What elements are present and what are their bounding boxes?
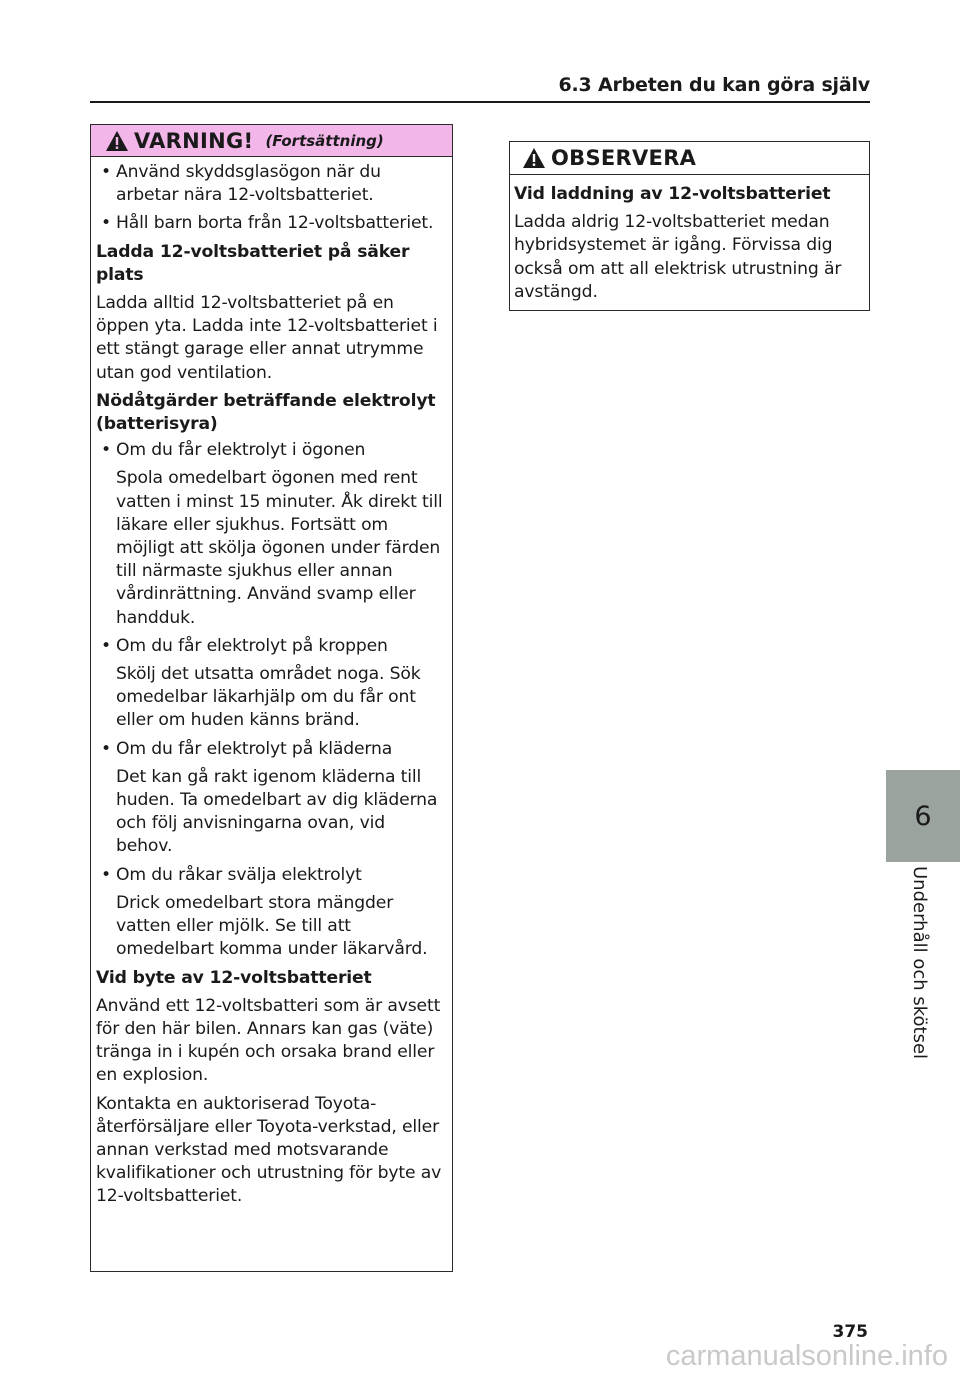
list-item: • Om du råkar svälja elektrolyt bbox=[101, 864, 362, 885]
page-number: 375 bbox=[832, 1322, 868, 1342]
caution-box bbox=[509, 141, 870, 311]
caution-heading: Vid laddning av 12-voltsbatteriet bbox=[514, 184, 831, 204]
list-item-text: Det kan gå rakt igenom kläderna till huden. Ta omedelbart av dig kläderna och följ anvisningarna ovan, vid behov. bbox=[116, 766, 438, 857]
list-item: • Använd skyddsglasögon när du arbetar nära 12-voltsbatteriet. bbox=[101, 162, 381, 206]
replace-text-2: Kontakta en auktoriserad Toyota-återförsäljare eller Toyota-verkstad, eller annan verkstad med motsvarande kvalifikationer och utrustning för byte av 12-voltsbatteriet. bbox=[96, 1093, 442, 1207]
watermark: carmanualsonline.info bbox=[665, 1340, 948, 1372]
replace-heading: Vid byte av 12-voltsbatteriet bbox=[96, 967, 372, 988]
list-item: • Om du får elektrolyt i ögonen bbox=[101, 440, 366, 461]
emergency-heading: Nödåtgärder beträffande elektrolyt (batterisyra) bbox=[96, 390, 436, 435]
warning-title: VARNING! bbox=[134, 128, 254, 153]
section-title: 6.3 Arbeten du kan göra själv bbox=[558, 74, 870, 96]
caution-content bbox=[510, 175, 869, 304]
warning-triangle-icon bbox=[522, 147, 546, 169]
warning-continued: (Fortsättning) bbox=[265, 131, 384, 150]
list-item: • Håll barn borta från 12-voltsbatteriet. bbox=[101, 213, 434, 234]
list-item: • Om du får elektrolyt på kroppen bbox=[101, 635, 388, 656]
replace-text-1: Använd ett 12-voltsbatteri som är avsett för den här bilen. Annars kan gas (väte) tränga in i kupén och orsaka brand eller en explosion. bbox=[96, 995, 441, 1086]
chapter-number: 6 bbox=[914, 800, 932, 832]
list-item: • Om du får elektrolyt på kläderna bbox=[101, 738, 393, 759]
caution-title: OBSERVERA bbox=[551, 146, 697, 170]
chapter-label: Underhåll och skötsel bbox=[909, 866, 930, 1060]
charge-heading: Ladda 12-voltsbatteriet på säker plats bbox=[96, 241, 410, 285]
warning-content bbox=[91, 157, 452, 1209]
warning-header bbox=[91, 125, 452, 157]
caution-text: Ladda aldrig 12-voltsbatteriet medan hybridsystemet är igång. Förvissa dig också om att all elektrisk utrustning är avstängd. bbox=[514, 212, 842, 302]
charge-text: Ladda alltid 12-voltsbatteriet på en öppen yta. Ladda inte 12-voltsbatteriet i ett stängt garage eller annat utrymme utan god ventilation. bbox=[96, 293, 438, 383]
caution-header bbox=[510, 142, 869, 175]
warning-triangle-icon bbox=[105, 130, 129, 152]
header-rule bbox=[90, 101, 870, 103]
list-item-text: Spola omedelbart ögonen med rent vatten i minst 15 minuter. Åk direkt till läkare eller sjukhus. Fortsätt om möjligt att skölja ögonen under färden till närmaste sjukhus eller annan vårdinrättning. Använd svamp eller handduk. bbox=[116, 468, 443, 628]
warning-box bbox=[90, 124, 453, 1272]
list-item-text: Skölj det utsatta området noga. Sök omedelbar läkarhjälp om du får ont eller om huden känns bränd. bbox=[116, 664, 421, 731]
chapter-tab bbox=[886, 770, 960, 862]
list-item-text: Drick omedelbart stora mängder vatten eller mjölk. Se till att omedelbart komma under läkarvård. bbox=[116, 892, 428, 960]
